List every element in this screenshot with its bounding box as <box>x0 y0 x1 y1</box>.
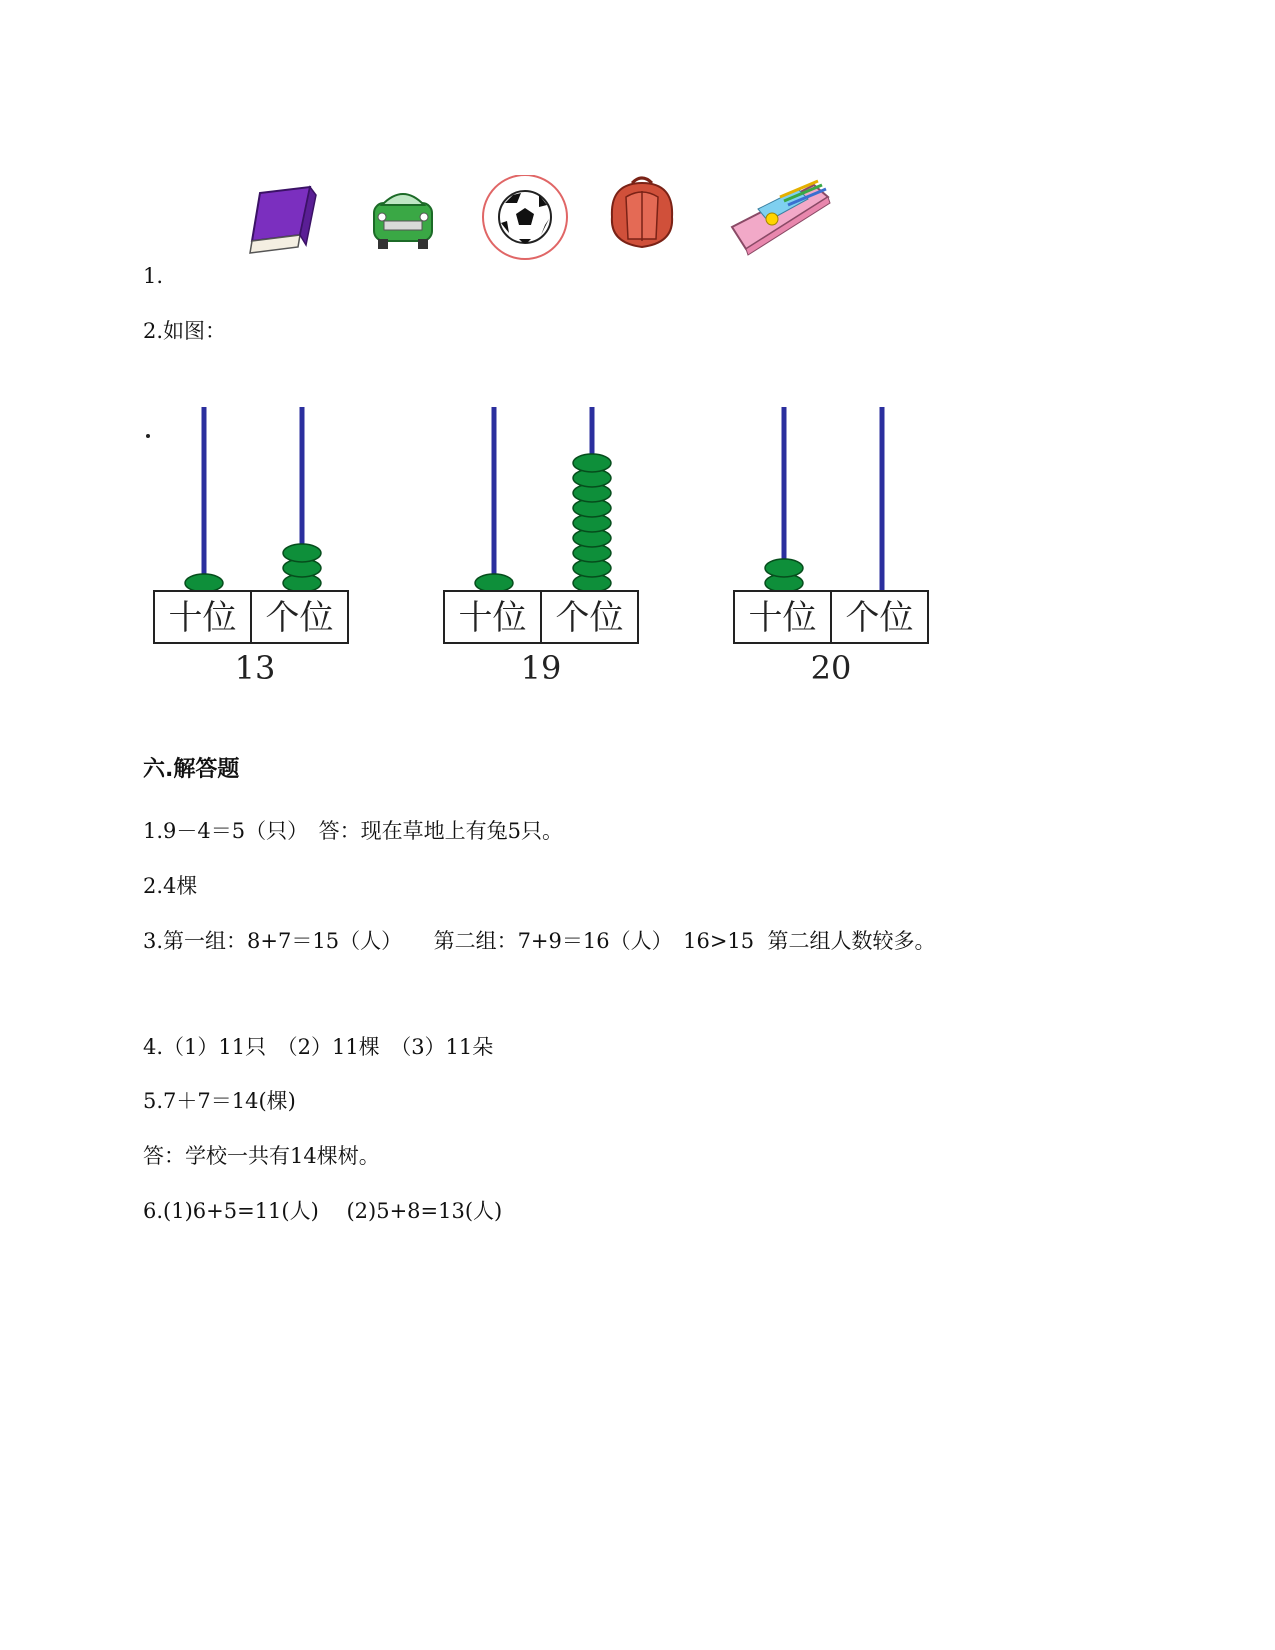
abacus-bead <box>765 559 803 577</box>
tens-place-label: 十位 <box>458 598 527 638</box>
ones-place-label: 个位 <box>845 598 914 638</box>
ones-place-label: 个位 <box>265 598 334 638</box>
answer-6: 6.(1)6+5=11(人) (2)5+8=13(人) <box>143 1199 503 1223</box>
section-heading: 六.解答题 <box>143 757 240 782</box>
abacus-number: 13 <box>234 649 276 687</box>
q1-pictures <box>240 175 860 265</box>
answer-4: 4.（1）11只 （2）11棵 （3）11朵 <box>143 1035 494 1059</box>
answer-5-reply: 答：学校一共有14棵树。 <box>143 1144 380 1168</box>
abacus-bead <box>185 574 223 592</box>
answer-2: 2.4棵 <box>143 874 198 898</box>
abacus-number: 20 <box>810 649 852 687</box>
abacus-bead <box>475 574 513 592</box>
pencil-case-icon <box>732 181 830 255</box>
car-icon <box>374 194 432 249</box>
backpack-icon <box>612 178 672 247</box>
tens-place-label: 十位 <box>168 598 237 638</box>
q2-label: 2.如图： <box>143 319 227 343</box>
ones-place-label: 个位 <box>555 598 624 638</box>
answer-1: 1.9－4＝5（只） 答：现在草地上有兔5只。 <box>143 819 563 843</box>
soccer-ball-icon <box>483 175 567 259</box>
tens-place-label: 十位 <box>748 598 817 638</box>
abacus-number: 19 <box>520 649 562 687</box>
abacus-svg <box>140 395 960 695</box>
abacus-bead <box>283 544 321 562</box>
answer-3: 3.第一组：8+7＝15（人） 第二组：7+9＝16（人） 16>15 第二组人数较多。 <box>143 929 936 953</box>
abacus-bead <box>573 454 611 472</box>
q1-label: 1. <box>143 264 164 288</box>
book-icon <box>250 187 316 253</box>
answer-5: 5.7＋7＝14(棵) <box>143 1089 296 1113</box>
abacus-diagrams <box>140 395 960 695</box>
